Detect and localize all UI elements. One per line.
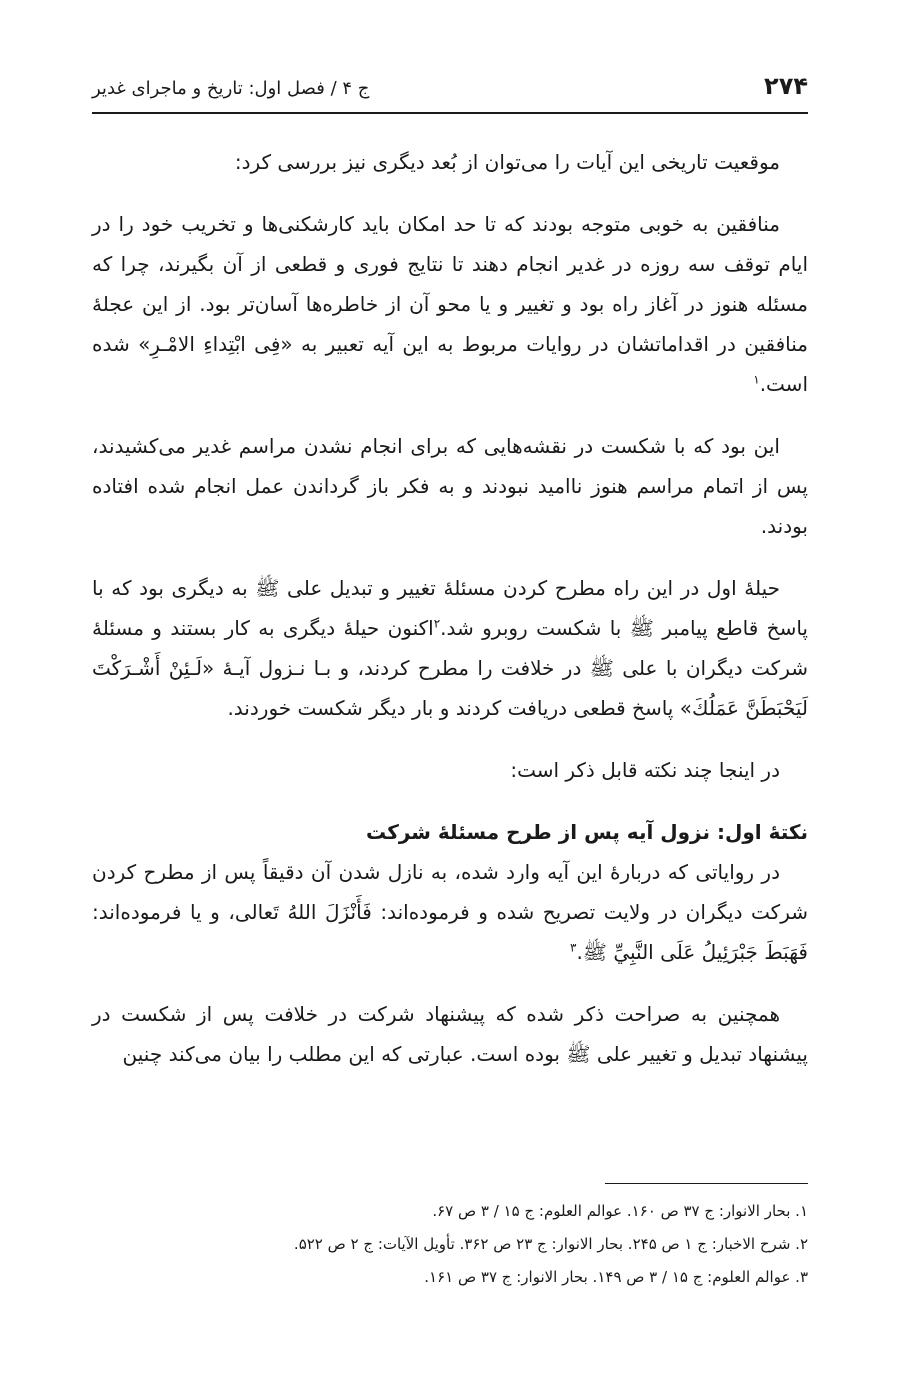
paragraph-6: [92, 852, 808, 972]
paragraph-6-text: در روایاتی که دربارهٔ این آیه وارد شده، به نازل شدن آن دقیقاً پس از مطرح کردن شرکت دیگران در ولایت تصریح شده و فرموده‌اند: فَأَنْزَلَ اللهُ تَعالى، و یا فرموده‌اند: فَهَبَطَ جَبْرَئِيلُ عَلَى النَّبِيِّ ﷺ.: [92, 860, 808, 964]
paragraph-7-text: همچنین به صراحت ذکر شده که پیشنهاد شرکت در خلافت پس از شکست در پیشنهاد تبدیل و تغییر علی ﷺ بوده است. عبارتی که این مطلب را بیان می‌کند چنین: [92, 1002, 808, 1066]
page-body: [92, 142, 808, 1074]
paragraph-3: [92, 426, 808, 546]
paragraph-4-text-b: اکنون حیلهٔ دیگری به کار بستند و مسئلهٔ شرکت دیگران با علی ﷺ در خلافت را مطرح کردند، و بـا نـزول آیـهٔ «لَـئِنْ أَشْـرَكْتَ لَيَحْبَطَنَّ عَمَلُكَ» پاسخ قطعی دریافت کردند و بار دیگر شکست خوردند.: [92, 616, 808, 720]
footnote-ref-1[interactable]: ۱: [753, 372, 760, 387]
footnote-ref-3[interactable]: ۳: [570, 940, 577, 955]
footnote-divider: [605, 1183, 808, 1184]
page-header: [92, 70, 808, 114]
footnotes: [92, 1195, 808, 1294]
paragraph-4: [92, 568, 808, 728]
paragraph-5-text: در اینجا چند نکته قابل ذکر است:: [510, 758, 780, 782]
paragraph-1-text: موقعیت تاریخی این آیات را می‌توان از بُعد دیگری نیز بررسی کرد:: [234, 150, 780, 174]
section-heading: نکتهٔ اول: نزول آیه پس از طرح مسئلهٔ شرکت: [366, 820, 808, 844]
paragraph-7: [92, 994, 808, 1074]
paragraph-5: [92, 750, 808, 790]
footnote-ref-2[interactable]: ۲: [433, 616, 441, 631]
page-number: ۲۷۴: [764, 72, 808, 100]
footnote-1: ۱. بحار الانوار: ج ۳۷ ص ۱۶۰. عوالم العلوم: ج ۱۵ / ۳ ص ۶۷.: [432, 1202, 808, 1220]
paragraph-1: [92, 142, 808, 182]
running-title: ج ۴ / فصل اول: تاریخ و ماجرای غدیر: [92, 78, 370, 99]
footnote-3: ۳. عوالم العلوم: ج ۱۵ / ۳ ص ۱۴۹. بحار الانوار: ج ۳۷ ص ۱۶۱.: [424, 1268, 808, 1286]
paragraph-3-text: این بود که با شکست در نقشه‌هایی که برای انجام نشدن مراسم غدیر می‌کشیدند، پس از اتمام مراسم هنوز ناامید نبودند و به فکر باز گرداندن عمل انجام شده افتاده بودند.: [92, 434, 808, 538]
paragraph-2-text: منافقین به خوبی متوجه بودند که تا حد امکان باید کارشکنی‌ها و تخریب خود را در ایام توقف سه روزه در غدیر انجام دهند تا نتایج فوری و قطعی از آن بگیرند، چرا که مسئله هنوز در آغاز راه بود و تغییر و یا محو آن از خاطره‌ها آسان‌تر بود. از این عجلهٔ منافقین در اقداماتشان در روایات مربوط به این آیه تعبیر به «فِی ابْتِداءِ الامْـرِ» شده است.: [92, 212, 808, 396]
footnote-2: ۲. شرح الاخبار: ج ۱ ص ۲۴۵. بحار الانوار: ج ۲۳ ص ۳۶۲. تأویل الآیات: ج ۲ ص ۵۲۲.: [293, 1235, 808, 1253]
paragraph-4-text-a: حیلهٔ اول در این راه مطرح کردن مسئلهٔ تغییر و تبدیل علی ﷺ به دیگری بود که با پاسخ قاطع پیامبر ﷺ با شکست روبرو شد.: [92, 576, 808, 640]
paragraph-2: [92, 204, 808, 404]
